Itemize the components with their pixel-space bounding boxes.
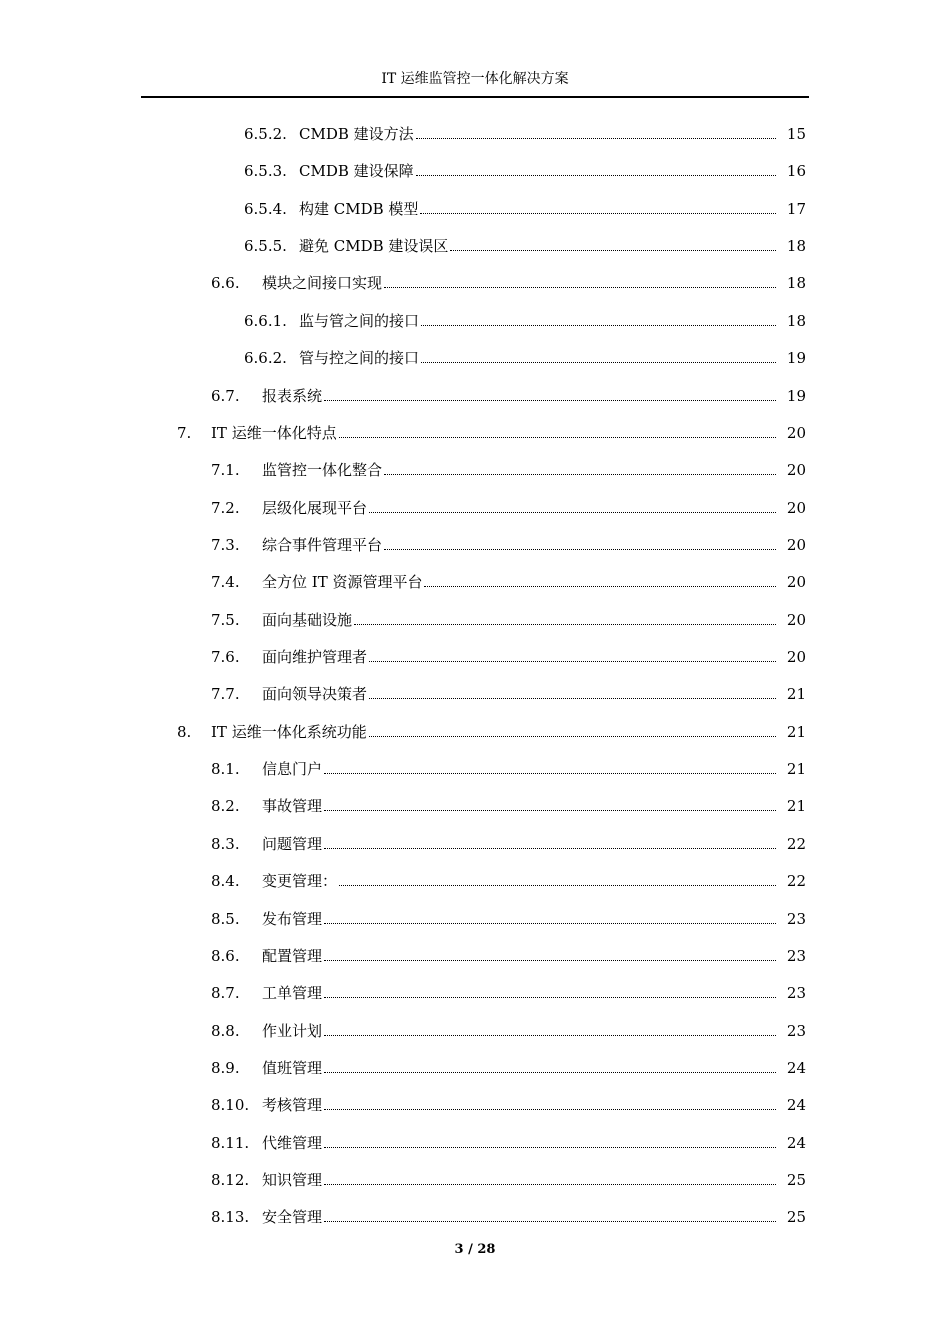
toc-entry-page: 15 — [786, 125, 806, 143]
toc-entry-title: IT 运维一体化特点 — [211, 424, 337, 442]
toc-entry-number: 8.2. — [211, 797, 240, 815]
toc-entry-title: 问题管理 — [262, 835, 323, 853]
toc-dot-leader — [324, 1034, 776, 1036]
toc-entry-page: 20 — [786, 424, 806, 442]
toc-dot-leader — [339, 436, 776, 438]
toc-entry-title: 面向领导决策者 — [262, 685, 368, 703]
toc-entry[interactable] — [211, 1094, 806, 1116]
toc-entry-page: 18 — [786, 312, 806, 330]
toc-dot-leader — [369, 697, 776, 699]
toc-entry-page: 20 — [786, 648, 806, 666]
toc-entry[interactable] — [211, 908, 806, 930]
page-number-footer: 3 / 28 — [454, 1242, 496, 1257]
toc-entry-page: 23 — [786, 984, 806, 1002]
toc-entry-page: 21 — [786, 760, 806, 778]
toc-dot-leader — [450, 249, 776, 251]
toc-entry-number: 8.9. — [211, 1059, 240, 1077]
toc-entry-number: 6.6.1. — [244, 312, 287, 330]
toc-entry-page: 24 — [786, 1059, 806, 1077]
toc-entry-page: 17 — [786, 200, 806, 218]
toc-entry-title: 事故管理 — [262, 797, 323, 815]
toc-dot-leader — [339, 884, 776, 886]
toc-entry-title: 配置管理 — [262, 947, 323, 965]
toc-entry-number: 6.6.2. — [244, 349, 287, 367]
toc-entry-number: 8.1. — [211, 760, 240, 778]
toc-entry-page: 21 — [786, 685, 806, 703]
toc-dot-leader — [324, 922, 776, 924]
toc-entry-number: 7.2. — [211, 499, 240, 517]
toc-entry-page: 23 — [786, 947, 806, 965]
toc-entry[interactable] — [211, 272, 806, 294]
toc-entry-title: 监与管之间的接口 — [299, 312, 420, 330]
toc-dot-leader — [384, 473, 776, 475]
toc-entry-page: 23 — [786, 910, 806, 928]
toc-entry-number: 8.11. — [211, 1134, 250, 1152]
toc-dot-leader — [416, 174, 776, 176]
toc-entry-title: 面向基础设施 — [262, 611, 353, 629]
toc-entry[interactable] — [211, 1169, 806, 1191]
toc-entry-page: 23 — [786, 1022, 806, 1040]
toc-dot-leader — [369, 735, 776, 737]
toc-entry-title: CMDB 建设保障 — [299, 162, 414, 180]
toc-dot-leader — [324, 1108, 776, 1110]
toc-entry-number: 6.5.5. — [244, 237, 287, 255]
toc-dot-leader — [324, 772, 776, 774]
toc-entry[interactable] — [211, 534, 806, 556]
toc-entry-number: 8.5. — [211, 910, 240, 928]
toc-entry[interactable] — [244, 347, 806, 369]
toc-entry[interactable] — [211, 945, 806, 967]
toc-dot-leader — [324, 996, 776, 998]
toc-dot-leader — [421, 324, 776, 326]
toc-entry-title: 知识管理 — [262, 1171, 323, 1189]
toc-entry-page: 20 — [786, 536, 806, 554]
toc-entry[interactable] — [211, 1020, 806, 1042]
toc-entry-title: 监管控一体化整合 — [262, 461, 383, 479]
toc-dot-leader — [324, 1220, 776, 1222]
toc-entry-title: 安全管理 — [262, 1208, 323, 1226]
toc-entry[interactable] — [211, 646, 806, 668]
toc-entry-number: 7.1. — [211, 461, 240, 479]
toc-dot-leader — [324, 809, 776, 811]
toc-entry-page: 20 — [786, 461, 806, 479]
toc-entry[interactable] — [244, 160, 806, 182]
toc-entry-title: 报表系统 — [262, 387, 323, 405]
toc-entry-page: 20 — [786, 499, 806, 517]
toc-entry[interactable] — [177, 721, 806, 743]
toc-entry-title: 发布管理 — [262, 910, 323, 928]
toc-entry[interactable] — [211, 385, 806, 407]
toc-entry-page: 19 — [786, 387, 806, 405]
toc-entry-title: 考核管理 — [262, 1096, 323, 1114]
toc-entry-page: 22 — [786, 835, 806, 853]
page-header-title: IT 运维监管控一体化解决方案 — [381, 71, 569, 87]
toc-entry[interactable] — [211, 1057, 806, 1079]
toc-entry-title: IT 运维一体化系统功能 — [211, 723, 367, 741]
toc-dot-leader — [384, 286, 776, 288]
toc-dot-leader — [384, 548, 776, 550]
toc-entry[interactable] — [211, 982, 806, 1004]
toc-entry-number: 8.4. — [211, 872, 240, 890]
toc-entry[interactable] — [211, 870, 806, 892]
toc-entry-number: 7.4. — [211, 573, 240, 591]
toc-entry-number: 6.5.4. — [244, 200, 287, 218]
toc-entry-number: 6.6. — [211, 274, 240, 292]
toc-entry-number: 8. — [177, 723, 192, 741]
toc-entry-number: 8.8. — [211, 1022, 240, 1040]
toc-dot-leader — [369, 511, 776, 513]
toc-entry[interactable] — [211, 683, 806, 705]
toc-entry-number: 8.12. — [211, 1171, 250, 1189]
toc-entry[interactable] — [211, 1206, 806, 1228]
toc-entry-page: 22 — [786, 872, 806, 890]
toc-entry-title: 作业计划 — [262, 1022, 323, 1040]
toc-entry[interactable] — [211, 833, 806, 855]
toc-entry[interactable] — [211, 758, 806, 780]
toc-dot-leader — [420, 212, 776, 214]
toc-entry[interactable] — [211, 459, 806, 481]
toc-entry-number: 7. — [177, 424, 192, 442]
toc-dot-leader — [324, 399, 776, 401]
toc-dot-leader — [354, 623, 776, 625]
toc-entry-page: 21 — [786, 797, 806, 815]
toc-entry-number: 6.7. — [211, 387, 240, 405]
toc-entry-number: 8.13. — [211, 1208, 250, 1226]
toc-entry-title: 全方位 IT 资源管理平台 — [262, 573, 423, 591]
toc-entry-page: 21 — [786, 723, 806, 741]
toc-entry[interactable] — [244, 198, 806, 220]
toc-entry-number: 7.7. — [211, 685, 240, 703]
toc-entry-title: 信息门户 — [262, 760, 323, 778]
toc-entry-number: 7.5. — [211, 611, 240, 629]
toc-dot-leader — [324, 1146, 776, 1148]
toc-entry-title: 面向维护管理者 — [262, 648, 368, 666]
toc-dot-leader — [421, 361, 776, 363]
toc-entry[interactable] — [211, 795, 806, 817]
toc-entry-title: 模块之间接口实现 — [262, 274, 383, 292]
toc-entry-title: CMDB 建设方法 — [299, 125, 414, 143]
toc-entry-number: 8.10. — [211, 1096, 250, 1114]
toc-entry[interactable] — [211, 571, 806, 593]
toc-entry[interactable] — [177, 422, 806, 444]
toc-entry-title: 层级化展现平台 — [262, 499, 368, 517]
toc-entry-title: 变更管理： — [262, 872, 338, 890]
toc-entry-page: 20 — [786, 573, 806, 591]
toc-entry-page: 19 — [786, 349, 806, 367]
toc-entry-title: 管与控之间的接口 — [299, 349, 420, 367]
toc-entry-number: 8.3. — [211, 835, 240, 853]
toc-entry-number: 7.3. — [211, 536, 240, 554]
toc-entry[interactable] — [211, 497, 806, 519]
toc-entry[interactable] — [244, 235, 806, 257]
toc-dot-leader — [369, 660, 776, 662]
toc-entry-page: 25 — [786, 1171, 806, 1189]
toc-entry[interactable] — [211, 609, 806, 631]
toc-entry-page: 18 — [786, 237, 806, 255]
toc-entry-number: 7.6. — [211, 648, 240, 666]
toc-entry[interactable] — [244, 123, 806, 145]
toc-entry-page: 24 — [786, 1134, 806, 1152]
toc-dot-leader — [324, 1071, 776, 1073]
toc-dot-leader — [424, 585, 776, 587]
toc-entry-title: 构建 CMDB 模型 — [299, 200, 419, 218]
toc-entry-page: 18 — [786, 274, 806, 292]
toc-entry-page: 16 — [786, 162, 806, 180]
toc-entry-number: 6.5.3. — [244, 162, 287, 180]
toc-entry[interactable] — [211, 1132, 806, 1154]
toc-entry-title: 代维管理 — [262, 1134, 323, 1152]
toc-entry-number: 8.6. — [211, 947, 240, 965]
toc-entry-title: 综合事件管理平台 — [262, 536, 383, 554]
toc-entry-page: 25 — [786, 1208, 806, 1226]
toc-entry-number: 6.5.2. — [244, 125, 287, 143]
toc-entry-title: 避免 CMDB 建设误区 — [299, 237, 449, 255]
toc-entry-number: 8.7. — [211, 984, 240, 1002]
toc-entry-title: 工单管理 — [262, 984, 323, 1002]
toc-dot-leader — [324, 959, 776, 961]
toc-entry-title: 值班管理 — [262, 1059, 323, 1077]
toc-dot-leader — [416, 137, 776, 139]
toc-entry[interactable] — [244, 310, 806, 332]
toc-dot-leader — [324, 1183, 776, 1185]
toc-entry-page: 20 — [786, 611, 806, 629]
toc-dot-leader — [324, 847, 776, 849]
toc-entry-page: 24 — [786, 1096, 806, 1114]
